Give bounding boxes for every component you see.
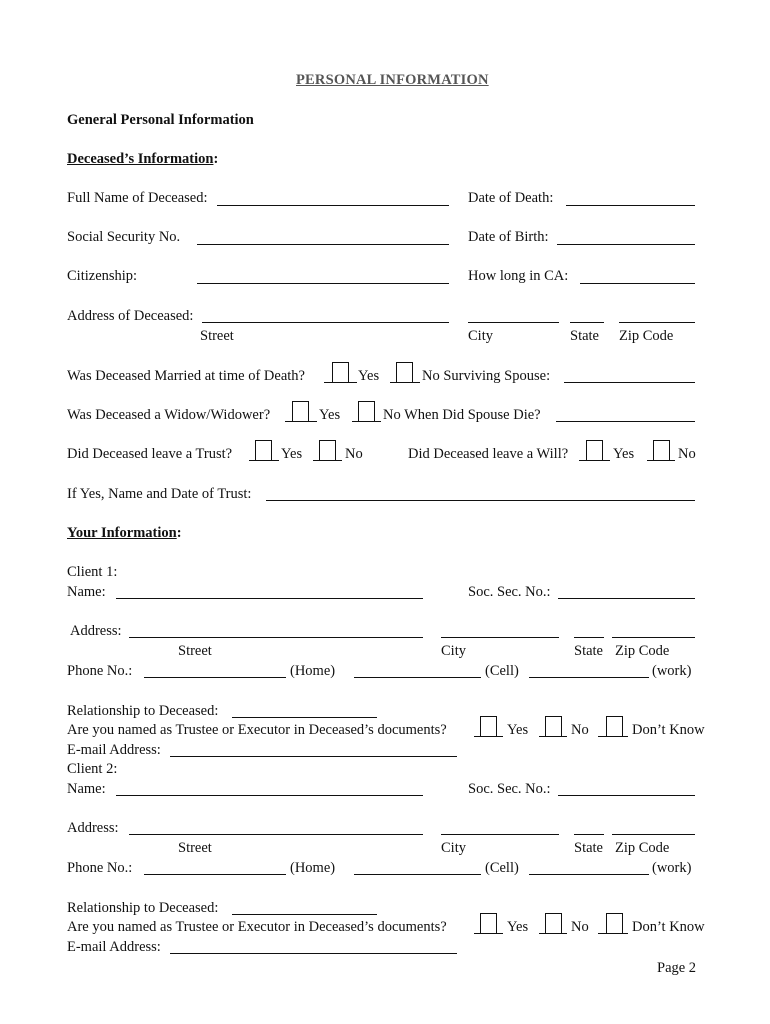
married-yes-underline <box>324 382 357 383</box>
client2-soc-label: Soc. Sec. No.: <box>468 781 551 797</box>
surviving-spouse-label: No Surviving Spouse: <box>422 368 551 384</box>
how-long-label: How long in CA: <box>468 268 569 284</box>
will-no-label: No <box>678 446 696 462</box>
client2-trustee-yes-label: Yes <box>507 919 529 935</box>
client1-home-label: (Home) <box>290 663 336 679</box>
spouse-die-label: No When Did Spouse Die? <box>383 407 541 423</box>
trust-no-checkbox[interactable] <box>319 440 336 460</box>
widow-yes-checkbox[interactable] <box>292 401 309 421</box>
client1-trustee-dont-know-underline <box>598 736 628 737</box>
client2-state-caption: State <box>574 840 603 856</box>
client1-work-label: (work) <box>652 663 692 679</box>
client2-trustee-dont-know-checkbox[interactable] <box>606 913 623 933</box>
client2-city-field[interactable] <box>441 834 559 835</box>
full-name-label: Full Name of Deceased: <box>67 190 208 206</box>
client1-trustee-yes-underline <box>474 736 503 737</box>
client1-email-field[interactable] <box>170 756 457 757</box>
client1-state-field[interactable] <box>574 637 604 638</box>
will-question: Did Deceased leave a Will? <box>408 446 569 462</box>
client1-city-caption: City <box>441 643 466 659</box>
page-title: PERSONAL INFORMATION <box>296 72 489 88</box>
client2-trustee-dont-know-label: Don’t Know <box>632 919 705 935</box>
widow-yes-underline <box>285 421 317 422</box>
ssn-label: Social Security No. <box>67 229 181 245</box>
client2-zip-field[interactable] <box>612 834 695 835</box>
trust-no-underline <box>313 460 342 461</box>
widow-yes-label: Yes <box>319 407 341 423</box>
your-info-heading-text: Your Information <box>67 525 177 541</box>
deceased-street-caption: Street <box>200 328 234 344</box>
client1-phone-label: Phone No.: <box>67 663 133 679</box>
client1-street-caption: Street <box>178 643 212 659</box>
full-name-field[interactable] <box>217 205 449 206</box>
deceased-zip-field[interactable] <box>619 322 695 323</box>
deceased-heading-colon: : <box>213 151 219 167</box>
client2-zip-caption: Zip Code <box>615 840 670 856</box>
how-long-field[interactable] <box>580 283 695 284</box>
client1-trustee-no-label: No <box>571 722 589 738</box>
will-yes-underline <box>579 460 610 461</box>
client2-home-label: (Home) <box>290 860 336 876</box>
client1-trustee-yes-checkbox[interactable] <box>480 716 497 736</box>
client2-street-field[interactable] <box>129 834 423 835</box>
general-heading: General Personal Information <box>67 112 254 128</box>
trust-no-label: No <box>345 446 363 462</box>
date-of-birth-label: Date of Birth: <box>468 229 549 245</box>
deceased-state-caption: State <box>570 328 599 344</box>
client2-relationship-label: Relationship to Deceased: <box>67 900 219 916</box>
client1-street-field[interactable] <box>129 637 423 638</box>
client1-trustee-no-checkbox[interactable] <box>545 716 562 736</box>
client1-relationship-label: Relationship to Deceased: <box>67 703 219 719</box>
client1-zip-field[interactable] <box>612 637 695 638</box>
client1-address-label: Address: <box>70 623 122 639</box>
trust-yes-underline <box>249 460 279 461</box>
client2-name-label: Name: <box>67 781 106 797</box>
client1-trustee-yes-label: Yes <box>507 722 529 738</box>
will-yes-checkbox[interactable] <box>586 440 603 460</box>
will-yes-label: Yes <box>613 446 635 462</box>
client2-work-label: (work) <box>652 860 692 876</box>
client1-relationship-field[interactable] <box>232 717 377 718</box>
will-no-checkbox[interactable] <box>653 440 670 460</box>
client1-trustee-dont-know-label: Don’t Know <box>632 722 705 738</box>
trust-yes-label: Yes <box>281 446 303 462</box>
client2-trustee-yes-underline <box>474 933 503 934</box>
deceased-street-field[interactable] <box>202 322 449 323</box>
deceased-address-label: Address of Deceased: <box>67 308 194 324</box>
married-no-underline <box>390 382 420 383</box>
client2-trustee-dont-know-underline <box>598 933 628 934</box>
date-of-death-field[interactable] <box>566 205 695 206</box>
date-of-birth-field[interactable] <box>557 244 695 245</box>
citizenship-field[interactable] <box>197 283 449 284</box>
client1-name-field[interactable] <box>116 598 423 599</box>
client1-zip-caption: Zip Code <box>615 643 670 659</box>
client1-cell-label: (Cell) <box>485 663 519 679</box>
deceased-city-field[interactable] <box>468 322 559 323</box>
client2-trustee-no-underline <box>539 933 567 934</box>
client1-label: Client 1: <box>67 564 118 580</box>
client2-work-phone-field[interactable] <box>529 874 649 875</box>
widow-no-underline <box>352 421 381 422</box>
surviving-spouse-field[interactable] <box>564 382 695 383</box>
deceased-zip-caption: Zip Code <box>619 328 674 344</box>
deceased-state-field[interactable] <box>570 322 604 323</box>
client1-soc-field[interactable] <box>558 598 695 599</box>
will-no-underline <box>647 460 675 461</box>
client1-work-phone-field[interactable] <box>529 677 649 678</box>
client1-trustee-no-underline <box>539 736 567 737</box>
client1-cell-phone-field[interactable] <box>354 677 481 678</box>
widow-question: Was Deceased a Widow/Widower? <box>67 407 271 423</box>
deceased-heading <box>67 151 218 168</box>
client2-trustee-yes-checkbox[interactable] <box>480 913 497 933</box>
client1-soc-label: Soc. Sec. No.: <box>468 584 551 600</box>
client2-state-field[interactable] <box>574 834 604 835</box>
married-yes-label: Yes <box>358 368 380 384</box>
client2-label: Client 2: <box>67 761 118 777</box>
deceased-city-caption: City <box>468 328 493 344</box>
your-info-heading <box>67 525 182 542</box>
married-no-checkbox[interactable] <box>396 362 413 382</box>
trust-name-field[interactable] <box>266 500 695 501</box>
client1-city-field[interactable] <box>441 637 559 638</box>
client2-trustee-no-label: No <box>571 919 589 935</box>
page-number: Page 2 <box>657 960 697 976</box>
ssn-field[interactable] <box>197 244 449 245</box>
client2-soc-field[interactable] <box>558 795 695 796</box>
client2-cell-phone-field[interactable] <box>354 874 481 875</box>
client2-email-label: E-mail Address: <box>67 939 161 955</box>
trust-name-label: If Yes, Name and Date of Trust: <box>67 486 252 502</box>
trust-yes-checkbox[interactable] <box>255 440 272 460</box>
married-question: Was Deceased Married at time of Death? <box>67 368 305 384</box>
client1-trustee-dont-know-checkbox[interactable] <box>606 716 623 736</box>
trust-question: Did Deceased leave a Trust? <box>67 446 233 462</box>
client2-relationship-field[interactable] <box>232 914 377 915</box>
client2-email-field[interactable] <box>170 953 457 954</box>
client2-trustee-question: Are you named as Trustee or Executor in Deceased’s documents? <box>67 919 447 935</box>
your-info-heading-colon: : <box>176 525 182 541</box>
citizenship-label: Citizenship: <box>67 268 138 284</box>
date-of-death-label: Date of Death: <box>468 190 554 206</box>
client1-state-caption: State <box>574 643 603 659</box>
client2-phone-label: Phone No.: <box>67 860 133 876</box>
client2-name-field[interactable] <box>116 795 423 796</box>
deceased-heading-text: Deceased’s Information <box>67 151 214 167</box>
client1-home-phone-field[interactable] <box>144 677 286 678</box>
widow-no-checkbox[interactable] <box>358 401 375 421</box>
client1-trustee-question: Are you named as Trustee or Executor in Deceased’s documents? <box>67 722 447 738</box>
client2-home-phone-field[interactable] <box>144 874 286 875</box>
spouse-die-field[interactable] <box>556 421 695 422</box>
client2-city-caption: City <box>441 840 466 856</box>
client2-address-label: Address: <box>67 820 119 836</box>
client2-cell-label: (Cell) <box>485 860 519 876</box>
client1-name-label: Name: <box>67 584 106 600</box>
client2-street-caption: Street <box>178 840 212 856</box>
married-yes-checkbox[interactable] <box>332 362 349 382</box>
client1-email-label: E-mail Address: <box>67 742 161 758</box>
client2-trustee-no-checkbox[interactable] <box>545 913 562 933</box>
